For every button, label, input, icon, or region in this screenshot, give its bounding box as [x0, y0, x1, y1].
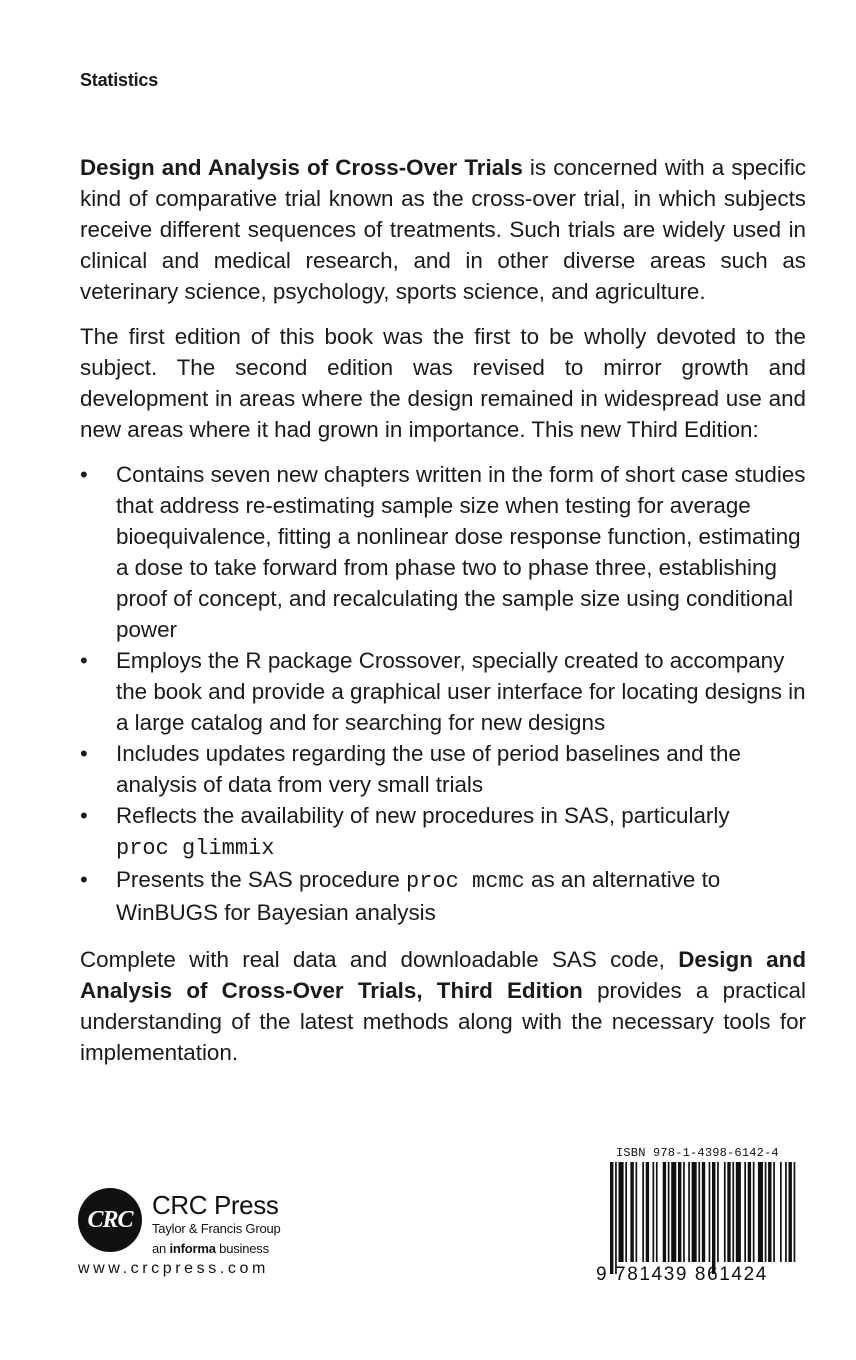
feature-text: Reflects the availability of new procedures in SAS, particularly [116, 803, 730, 828]
feature-item [80, 864, 806, 928]
business-prefix: an [152, 1241, 170, 1256]
business-suffix: business [215, 1241, 269, 1256]
intro-text: is concerned with a specific kind of comparative trial known as the cross-over trial, in which subjects receive different sequences of treatments. Such trials are widely used in clinical and medical research, and in other diverse areas such as veterinary science, psychology, sports science, and agriculture. [80, 155, 806, 304]
closing-text: provides a practical understanding of the latest methods along with the necessary tools for implementation. [80, 978, 806, 1065]
feature-item: • Includes updates regarding the use of period baselines and the analysis of data from very small trials [80, 738, 806, 800]
category-label: Statistics [80, 70, 159, 90]
back-cover-description [80, 152, 806, 1082]
publisher-name: CRC Press [152, 1190, 279, 1220]
features-list [80, 459, 806, 928]
feature-text: as an alternative to WinBUGS for Bayesian analysis [116, 867, 721, 925]
closing-title: Design and Analysis of Cross-Over Trials, Third Edition [80, 947, 806, 1003]
publisher-business [152, 1241, 269, 1256]
publisher-url: www.crcpress.com [78, 1260, 269, 1277]
isbn-barcode [596, 1146, 802, 1286]
feature-code: proc glimmix [116, 836, 275, 861]
feature-item: • Employs the R package Crossover, specially created to accompany the book and provide a graphical user interface for locating designs in a large catalog and for searching for new designs [80, 645, 806, 738]
publisher-group: Taylor & Francis Group [152, 1221, 281, 1236]
feature-text: Presents the SAS procedure [116, 867, 406, 892]
isbn-label: ISBN 978-1-4398-6142-4 [616, 1146, 779, 1160]
crc-logo-icon: CRC [78, 1188, 142, 1252]
intro-paragraph [80, 152, 806, 307]
feature-code: proc mcmc [406, 869, 525, 894]
barcode-digits-text: 9 781439 861424 [596, 1264, 768, 1285]
feature-item: • Contains seven new chapters written in the form of short case studies that address re-estimating sample size when testing for average bioequivalence, fitting a nonlinear dose response function, estimating a dose to take forward from phase two to phase three, establishing proof of concept, and recalculating the sample size using conditional power [80, 459, 806, 645]
closing-text: Complete with real data and downloadable SAS code, [80, 947, 679, 972]
feature-item [80, 800, 806, 864]
closing-paragraph [80, 944, 806, 1068]
barcode-digits [596, 1264, 802, 1286]
intro-title: Design and Analysis of Cross-Over Trials [80, 155, 523, 180]
publisher-block [78, 1188, 338, 1288]
business-bold: informa [169, 1241, 216, 1256]
editions-paragraph: The first edition of this book was the first to be wholly devoted to the subject. The second edition was revised to mirror growth and development in areas where the design remained in widespread use and new areas where it had grown in importance. This new Third Edition: [80, 324, 806, 442]
